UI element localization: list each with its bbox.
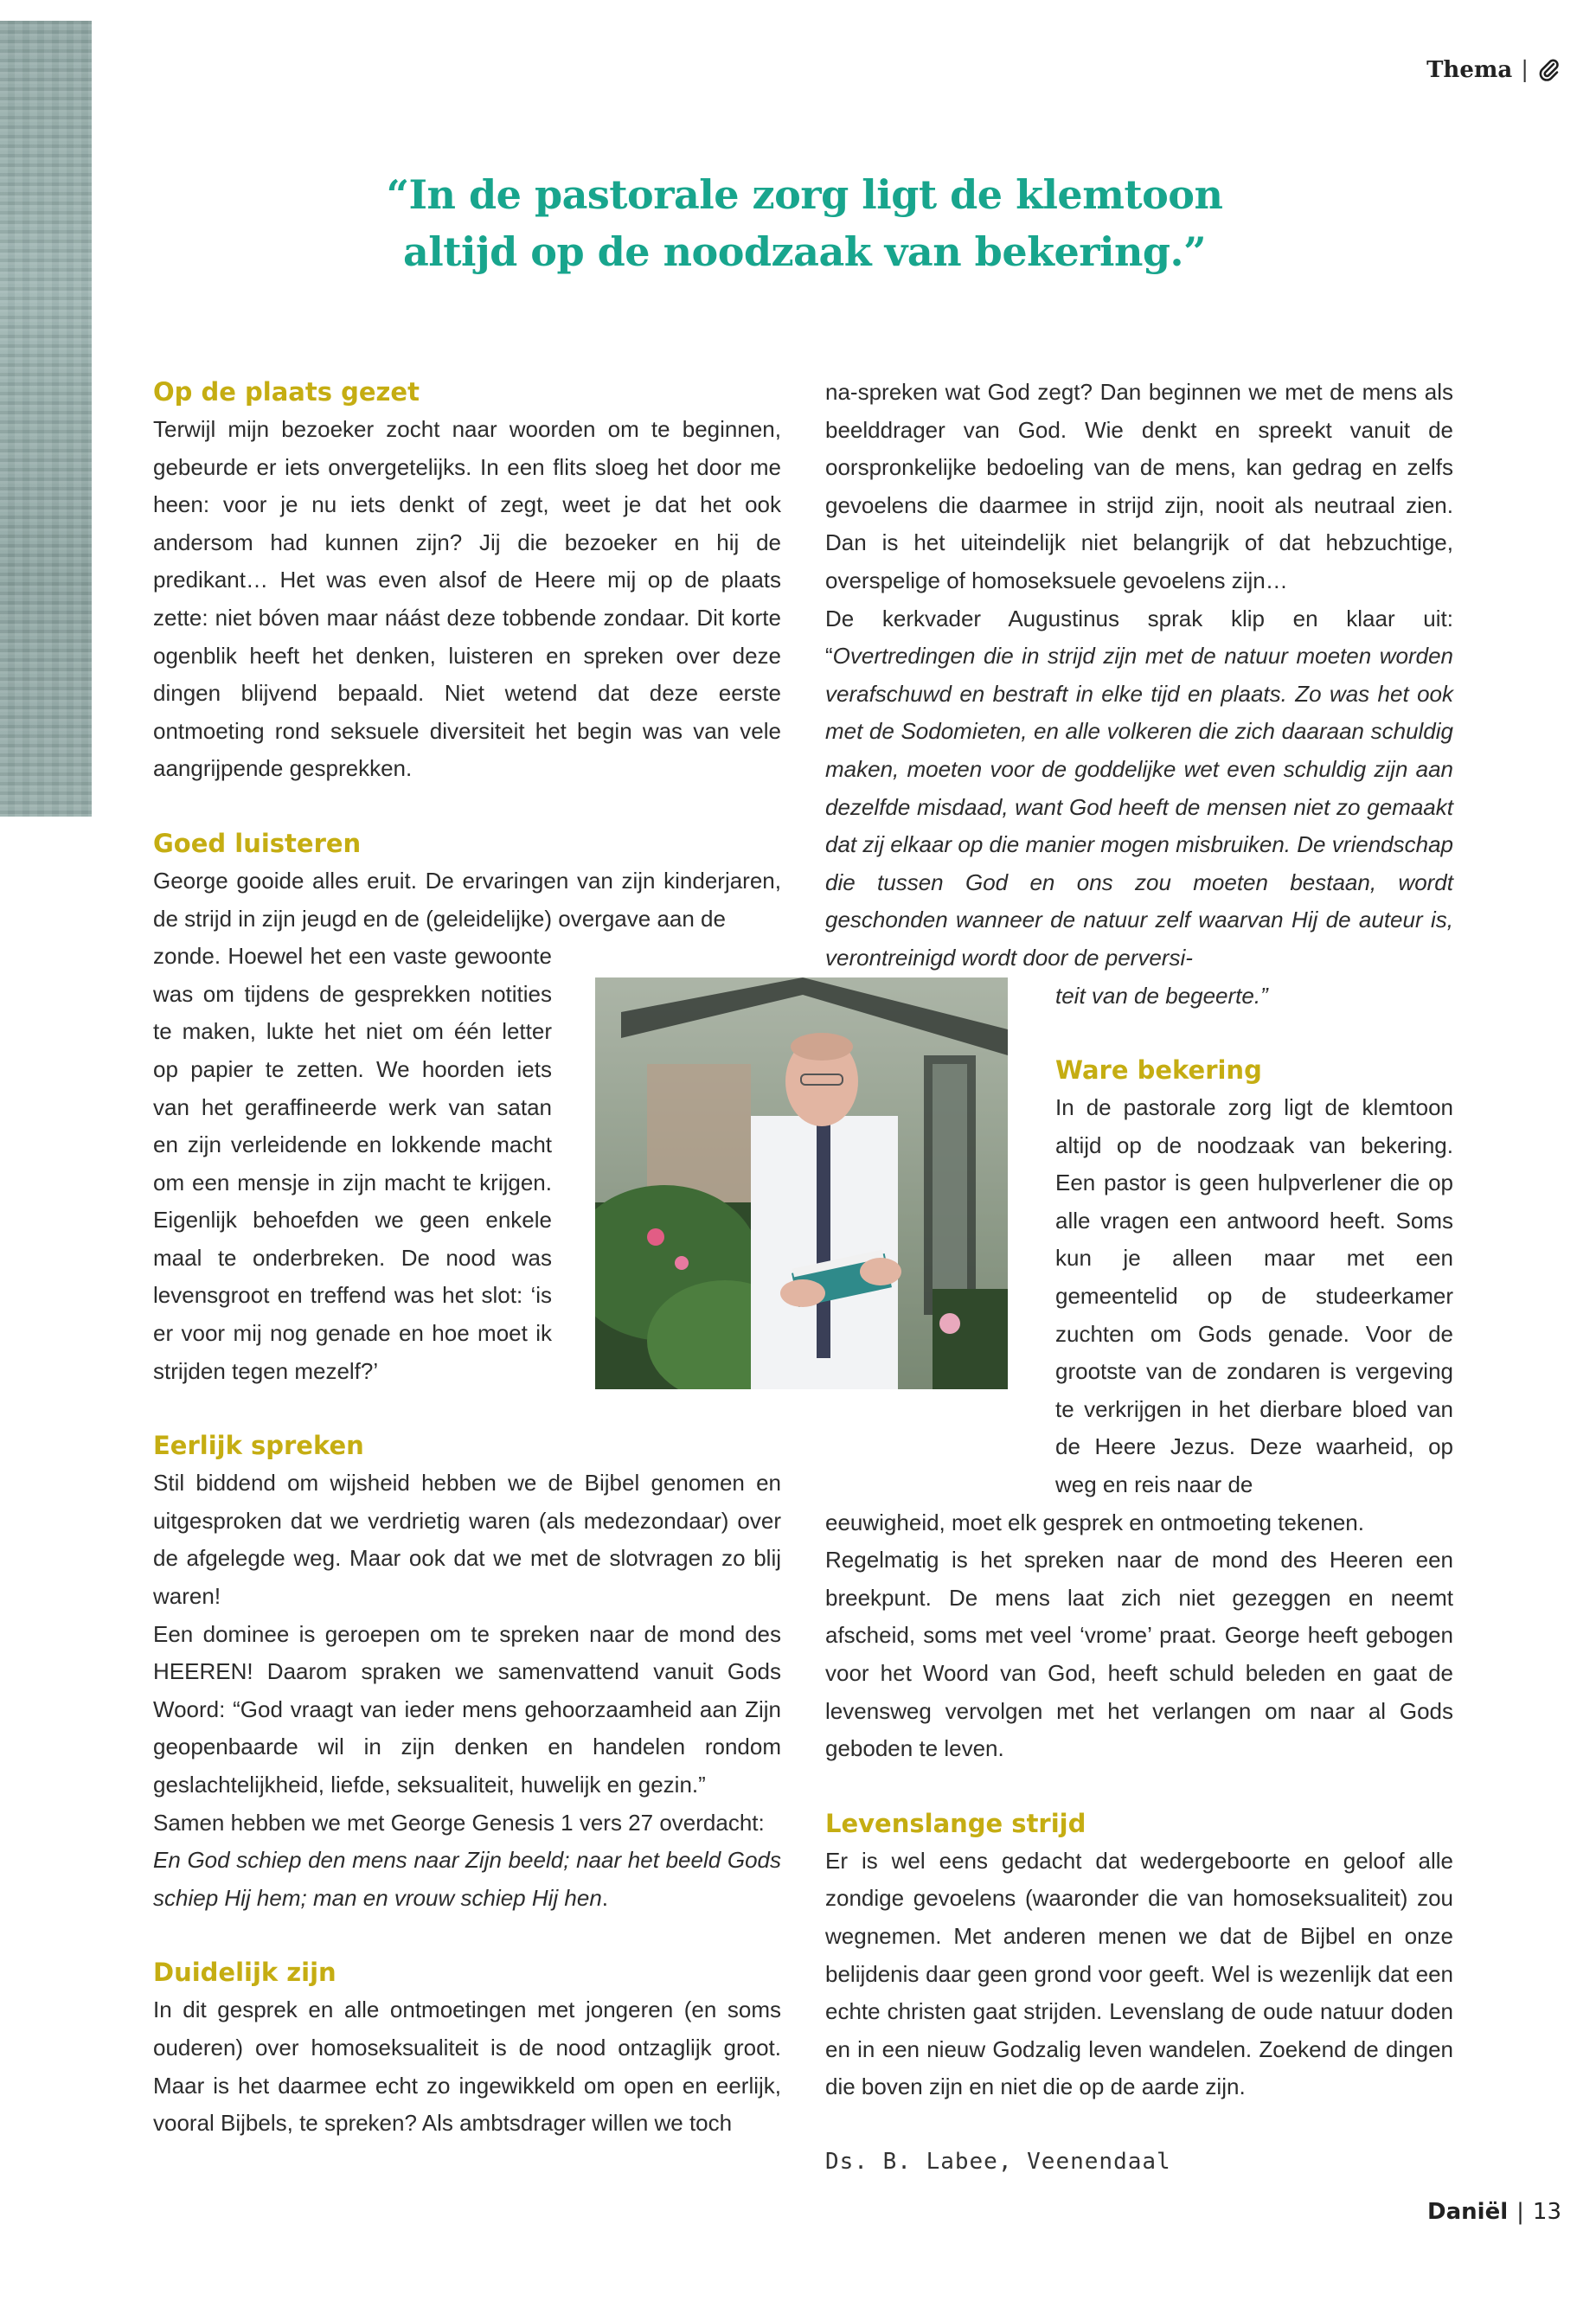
augustinus-quote: Overtredingen die in strijd zijn met de natuur moeten worden verafschuwd en bestraft in elke tijd en plaats. Zo was het ook met de Sodomieten, en alle volkeren die zich daaraan schuldig maken, moeten voor de goddelijke wet even schuldig zijn aan dezelfde misdaad, want God heeft de mensen niet zo gemaakt dat zij elkaar op die manier mogen misbruiken. De vriendschap die tussen God en ons zou moeten bestaan, wordt geschonden wanneer de natuur zelf waarvan Hij de auteur is, verontreinigd wordt door de perversi- (825, 643, 1453, 971)
heading-levenslange-strijd: Levenslange strijd (825, 1808, 1086, 1838)
heading-goed-luisteren: Goed luisteren (153, 828, 362, 858)
pull-quote (381, 166, 1228, 280)
paragraph: In dit gesprek en alle ontmoetingen met jongeren (en soms ouderen) over homoseksualiteit is de nood ontzaglijk groot. Maar is het daarmee echt zo ingewikkeld om open en eerlijk, vooral Bijbels, te spreken? Als ambtsdrager willen we toch (153, 1997, 781, 2137)
paragraph: eeuwigheid, moet elk gesprek en ontmoeting tekenen. (825, 1509, 1364, 1535)
paragraph (153, 1804, 781, 1918)
pull-quote-line-2: altijd op de noodzaak van bekering.” (402, 228, 1207, 275)
author-signature: Ds. B. Labee, Veenendaal (825, 2148, 1171, 2175)
quote-ending (1055, 977, 1453, 1016)
footer-separator: | (1516, 2199, 1524, 2225)
pastor-photo (595, 977, 1008, 1389)
paragraph-augustinus (825, 600, 1453, 977)
paragraph: Regelmatig is het spreken naar de mond des Heeren een breekpunt. De mens laat zich niet gezeggen en neemt afscheid, soms met veel ‘vrome’ praat. George heeft gebogen voor het Woord van God, heeft schuld beleden en gaat de levensweg vervolgen met het verlangen om naar al Gods geboden te leven. (825, 1547, 1453, 1762)
paragraph: na-spreken wat God zegt? Dan beginnen we met de mens als beelddrager van God. Wie denkt en spreekt vanuit de oorspronkelijke bedoeling van de mens, kan gedrag en zelfs gevoelens die daarmee in strijd zijn, nooit als neutraal zien. Dan is het uiteindelijk niet belangrijk of dat hebzuchtige, overspelige of homoseksuele gevoelens zijn… (825, 379, 1453, 593)
paragraph-beside-photo: zonde. Hoewel het een vaste gewoonte was om tijdens de gesprekken notities te maken, lukte het niet om één letter op papier te zetten. We hoorden iets van het geraffineerde werk van satan en zijn verleidende en lokkende macht om een mensje in zijn macht te krijgen. Eigenlijk behoefden we geen enkele maal te onderbreken. De nood was levensgroot en treffend was het slot: ‘is er voor mij nog genade en hoe moet ik strijden tegen mezelf?’ (153, 943, 552, 1384)
paragraph: Een dominee is geroepen om te spreken naar de mond des HEEREN! Daarom spraken we samenvattend vanuit Gods Woord: “God vraagt van ieder mens gehoorzaamheid aan Zijn geopenbaarde wil in zijn denken en handelen rondom geslachtelijkheid, liefde, seksualiteit, huwelijk en gezin.” (153, 1620, 781, 1798)
paragraph: Stil biddend om wijsheid hebben we de Bijbel genomen en uitgesproken dat we verdrietig waren (als medezondaar) over de afgelegde weg. Maar ook dat we met de slotvragen zo blij waren! (153, 1470, 781, 1610)
magazine-name: Daniël (1427, 2199, 1509, 2225)
decorative-side-strip (0, 21, 92, 817)
header-separator: | (1521, 57, 1529, 83)
paragraph-intro: Samen hebben we met George Genesis 1 vers 27 overdacht: (153, 1809, 765, 1836)
heading-ware-bekering: Ware bekering (1055, 1055, 1262, 1086)
heading-op-de-plaats-gezet: Op de plaats gezet (153, 377, 420, 407)
quote-lead: De kerkvader Augustinus sprak klip en klaar uit: “ (825, 605, 1453, 670)
heading-eerlijk-spreken: Eerlijk spreken (153, 1431, 364, 1461)
augustinus-quote-end: teit van de begeerte.” (1055, 982, 1268, 1009)
paperclip-icon (1537, 58, 1561, 82)
pull-quote-line-1: “In de pastorale zorg ligt de klemtoon (386, 171, 1223, 218)
paragraph: Er is wel eens gedacht dat wedergeboorte en geloof alle zondige gevoelens (waaronder die van homoseksualiteit) zou wegnemen. Met anderen menen we dat de Bijbel en onze belijdenis daar geen grond voor geeft. Wel is wezenlijk dat een echte christen gaat strijden. Levenslang de oude natuur doden en in een nieuw Godzalig leven wandelen. Zoekend de dingen die boven zijn en niet die op de aarde zijn. (825, 1847, 1453, 2100)
bible-quote: En God schiep den mens naar Zijn beeld; naar het beeld Gods schiep Hij hem; man en vrouw schiep Hij hen (153, 1847, 781, 1911)
paragraph: Terwijl mijn bezoeker zocht naar woorden om te beginnen, gebeurde er iets onvergetelijks. In een flits sloeg het door me heen: voor je nu iets denkt of zegt, weet je dat het ook andersom had kunnen zijn? Jij die bezoeker en hij de predikant… Het was even alsof de Heere mij op de plaats zette: niet bóven maar náást deze tobbende zondaar. Dit korte ogenblik heeft het denken, luisteren en spreken over deze dingen blijvend bepaald. Niet wetend dat deze eerste ontmoeting rond seksuele diversiteit het begin was van vele aangrijpende gesprekken. (153, 416, 781, 782)
section-header (1426, 57, 1561, 83)
paragraph-beside-photo: In de pastorale zorg ligt de klemtoon altijd op de noodzaak van bekering. Een pastor is geen hulpverlener die op alle vragen een antwoord heeft. Soms kun je alleen maar met een gemeentelid op de studeerkamer zuchten om Gods genade. Voor de grootste van de zondaren is vergeving te verkrijgen in het dierbare bloed van de Heere Jezus. Deze waarheid, op weg en reis naar de (1055, 1094, 1453, 1498)
greenhouse-illustration (595, 977, 1008, 1389)
section-label: Thema (1426, 57, 1513, 83)
paragraph: George gooide alles eruit. De ervaringen van zijn kinderjaren, de strijd in zijn jeugd en de (geleidelijke) overgave aan de (153, 867, 781, 932)
quote-period: . (601, 1884, 609, 1911)
page-footer (1427, 2199, 1561, 2225)
page-number: 13 (1532, 2199, 1561, 2225)
heading-duidelijk-zijn: Duidelijk zijn (153, 1958, 337, 1988)
